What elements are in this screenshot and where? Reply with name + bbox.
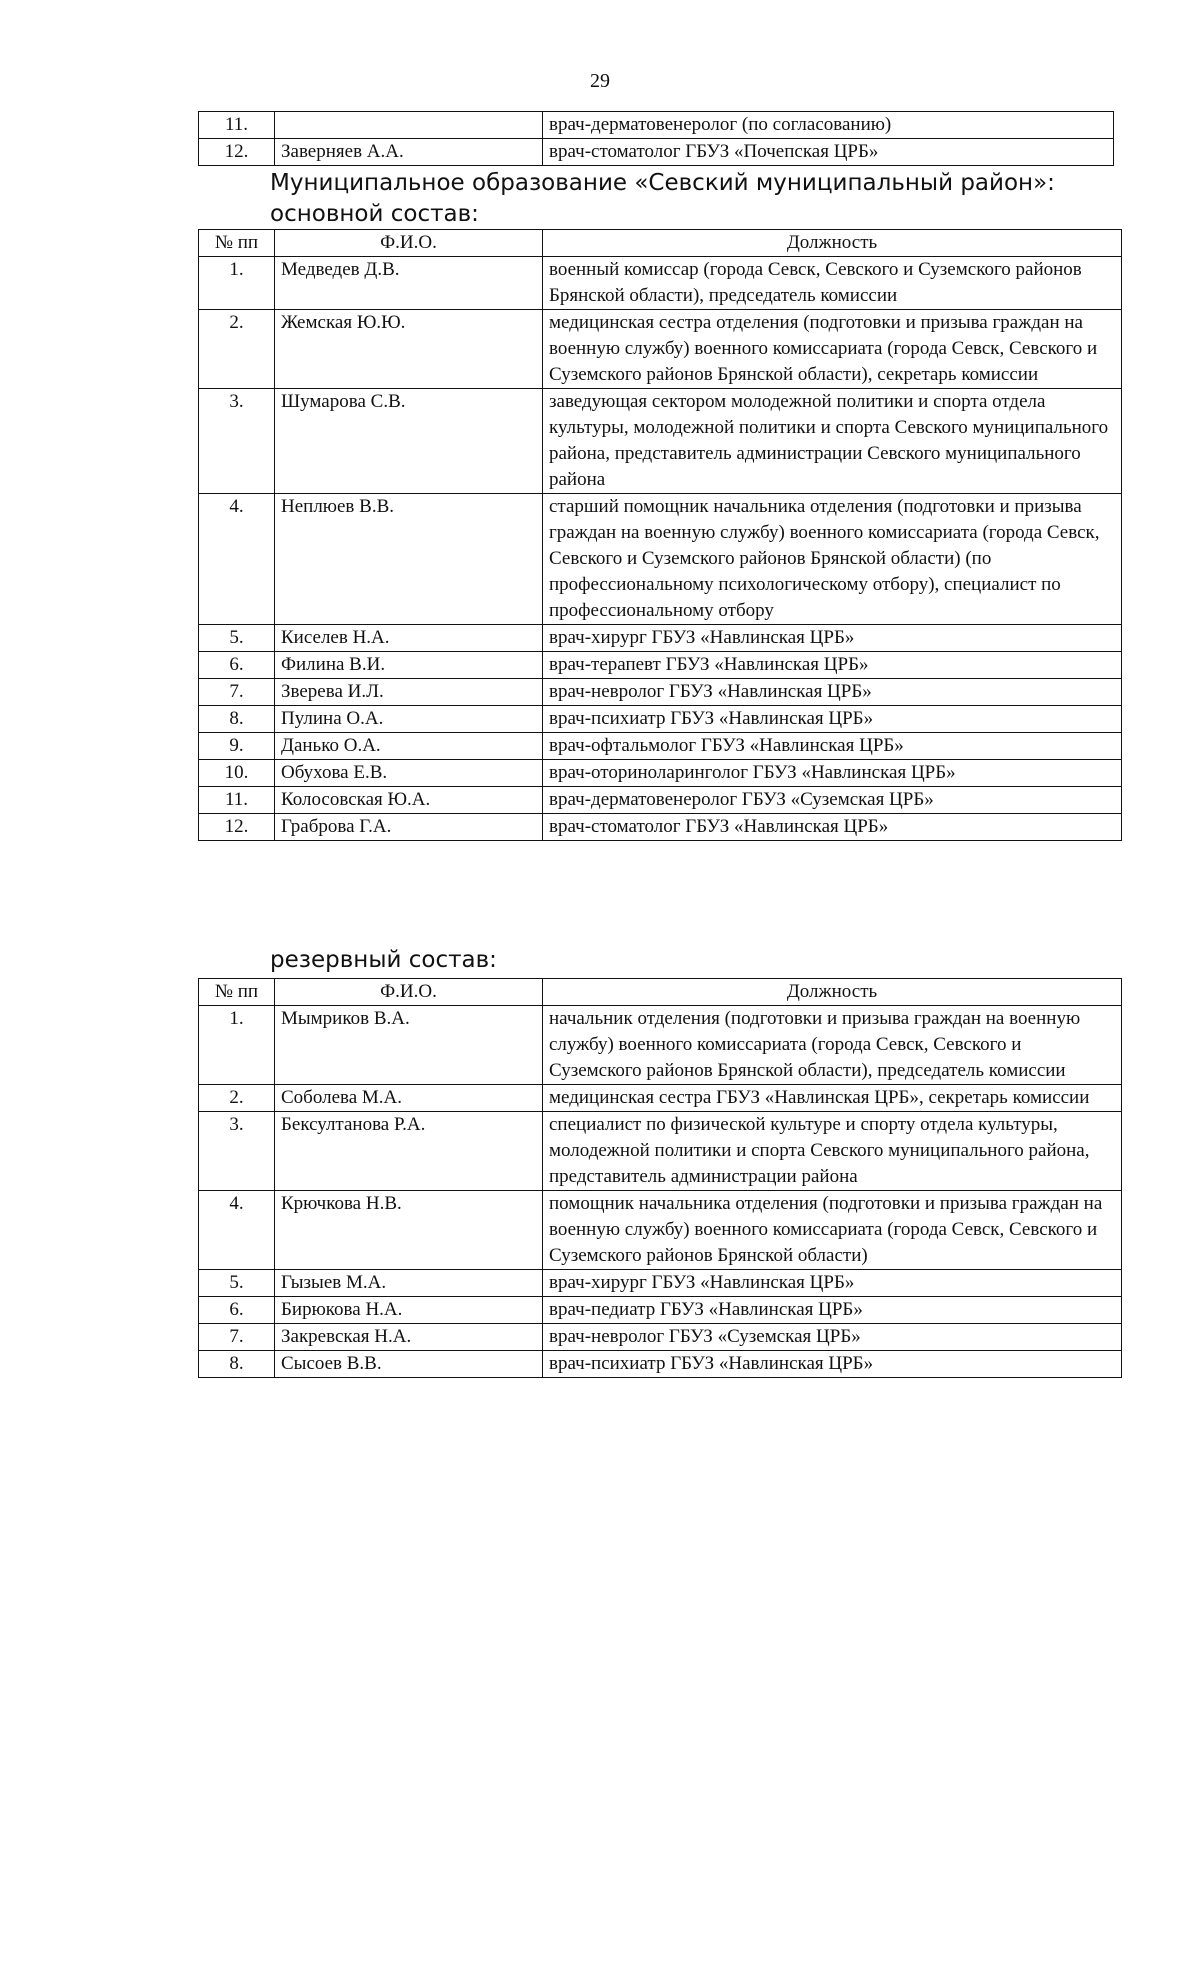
person-name: Обухова Е.В.	[275, 760, 543, 787]
row-number: 11.	[199, 787, 275, 814]
person-name: Зверева И.Л.	[275, 679, 543, 706]
reserve-staff-heading: резервный состав:	[270, 947, 497, 973]
person-position: врач-педиатр ГБУЗ «Навлинская ЦРБ»	[543, 1297, 1122, 1324]
row-number: 12.	[199, 139, 275, 166]
row-number: 8.	[199, 1351, 275, 1378]
row-number: 4.	[199, 494, 275, 625]
continued-table	[198, 111, 1114, 166]
table-row	[199, 760, 1122, 787]
table-row	[199, 139, 1114, 166]
person-name: Закревская Н.А.	[275, 1324, 543, 1351]
row-number: 12.	[199, 814, 275, 841]
row-number: 9.	[199, 733, 275, 760]
table-row	[199, 787, 1122, 814]
person-position: врач-невролог ГБУЗ «Навлинская ЦРБ»	[543, 679, 1122, 706]
person-position: помощник начальника отделения (подготовки и призыва граждан на военную службу) военного комиссариата (города Севск, Севского и Суземского районов Брянской области)	[543, 1191, 1122, 1270]
person-position: врач-дерматовенеролог ГБУЗ «Суземская ЦРБ»	[543, 787, 1122, 814]
page-number: 29	[590, 70, 610, 92]
municipality-heading: Муниципальное образование «Севский муниципальный район»:	[270, 170, 1055, 196]
person-name	[275, 112, 543, 139]
row-number: 10.	[199, 760, 275, 787]
reserve-staff-table	[198, 978, 1122, 1378]
person-name: Сысоев В.В.	[275, 1351, 543, 1378]
main-staff-table	[198, 229, 1122, 841]
row-number: 2.	[199, 310, 275, 389]
row-number: 3.	[199, 389, 275, 494]
table-row	[199, 257, 1122, 310]
person-name: Жемская Ю.Ю.	[275, 310, 543, 389]
row-number: 3.	[199, 1112, 275, 1191]
person-position: начальник отделения (подготовки и призыва граждан на военную службу) военного комиссариата (города Севск, Севского и Суземского районов Брянской области), председатель комиссии	[543, 1006, 1122, 1085]
row-number: 2.	[199, 1085, 275, 1112]
person-position: врач-оториноларинголог ГБУЗ «Навлинская ЦРБ»	[543, 760, 1122, 787]
person-name: Шумарова С.В.	[275, 389, 543, 494]
row-number: 5.	[199, 1270, 275, 1297]
person-name: Неплюев В.В.	[275, 494, 543, 625]
row-number: 5.	[199, 625, 275, 652]
table-row	[199, 1085, 1122, 1112]
person-position: специалист по физической культуре и спорту отдела культуры, молодежной политики и спорта Севского муниципального района, представитель администрации района	[543, 1112, 1122, 1191]
person-position: старший помощник начальника отделения (подготовки и призыва граждан на военную службу) военного комиссариата (города Севск, Севского и Суземского районов Брянской области) (по профессиональному психологическому отбору), специалист по профессиональному отбору	[543, 494, 1122, 625]
row-number: 7.	[199, 1324, 275, 1351]
table-row	[199, 679, 1122, 706]
person-name: Данько О.А.	[275, 733, 543, 760]
main-table-header-row	[199, 230, 1122, 257]
person-name: Колосовская Ю.А.	[275, 787, 543, 814]
person-name: Соболева М.А.	[275, 1085, 543, 1112]
row-number: 8.	[199, 706, 275, 733]
row-number: 1.	[199, 257, 275, 310]
reserve-table-body	[199, 1006, 1122, 1378]
person-name: Бексултанова Р.А.	[275, 1112, 543, 1191]
person-position: врач-психиатр ГБУЗ «Навлинская ЦРБ»	[543, 1351, 1122, 1378]
table-row	[199, 494, 1122, 625]
person-position: врач-хирург ГБУЗ «Навлинская ЦРБ»	[543, 1270, 1122, 1297]
table-row	[199, 310, 1122, 389]
table-row	[199, 733, 1122, 760]
table-row	[199, 1006, 1122, 1085]
row-number: 7.	[199, 679, 275, 706]
main-staff-heading: основной состав:	[270, 201, 479, 227]
main-table-body	[199, 257, 1122, 841]
person-position: врач-психиатр ГБУЗ «Навлинская ЦРБ»	[543, 706, 1122, 733]
person-name: Киселев Н.А.	[275, 625, 543, 652]
column-header-position: Должность	[543, 979, 1122, 1006]
row-number: 1.	[199, 1006, 275, 1085]
person-name: Мымриков В.А.	[275, 1006, 543, 1085]
table-row	[199, 814, 1122, 841]
column-header-name: Ф.И.О.	[275, 979, 543, 1006]
column-header-num: № пп	[199, 979, 275, 1006]
continued-table-body	[199, 112, 1114, 166]
table-row	[199, 1351, 1122, 1378]
table-row	[199, 1112, 1122, 1191]
row-number: 6.	[199, 1297, 275, 1324]
person-position: медицинская сестра ГБУЗ «Навлинская ЦРБ», секретарь комиссии	[543, 1085, 1122, 1112]
person-position: медицинская сестра отделения (подготовки и призыва граждан на военную службу) военного комиссариата (города Севск, Севского и Суземского районов Брянской области), секретарь комиссии	[543, 310, 1122, 389]
column-header-num: № пп	[199, 230, 275, 257]
row-number: 6.	[199, 652, 275, 679]
person-position: врач-стоматолог ГБУЗ «Навлинская ЦРБ»	[543, 814, 1122, 841]
table-row	[199, 652, 1122, 679]
person-position: врач-терапевт ГБУЗ «Навлинская ЦРБ»	[543, 652, 1122, 679]
table-row	[199, 625, 1122, 652]
person-name: Гызыев М.А.	[275, 1270, 543, 1297]
person-position: врач-стоматолог ГБУЗ «Почепская ЦРБ»	[543, 139, 1114, 166]
column-header-position: Должность	[543, 230, 1122, 257]
table-row	[199, 112, 1114, 139]
row-number: 11.	[199, 112, 275, 139]
table-row	[199, 706, 1122, 733]
person-name: Пулина О.А.	[275, 706, 543, 733]
row-number: 4.	[199, 1191, 275, 1270]
person-position: заведующая сектором молодежной политики и спорта отдела культуры, молодежной политики и спорта Севского муниципального района, представитель администрации Севского муниципального района	[543, 389, 1122, 494]
table-row	[199, 389, 1122, 494]
person-name: Бирюкова Н.А.	[275, 1297, 543, 1324]
column-header-name: Ф.И.О.	[275, 230, 543, 257]
person-name: Медведев Д.В.	[275, 257, 543, 310]
person-position: врач-офтальмолог ГБУЗ «Навлинская ЦРБ»	[543, 733, 1122, 760]
reserve-table-header-row	[199, 979, 1122, 1006]
person-name: Крючкова Н.В.	[275, 1191, 543, 1270]
table-row	[199, 1297, 1122, 1324]
person-position: врач-дерматовенеролог (по согласованию)	[543, 112, 1114, 139]
person-position: военный комиссар (города Севск, Севского и Суземского районов Брянской области), председатель комиссии	[543, 257, 1122, 310]
table-row	[199, 1191, 1122, 1270]
table-row	[199, 1324, 1122, 1351]
person-position: врач-невролог ГБУЗ «Суземская ЦРБ»	[543, 1324, 1122, 1351]
table-row	[199, 1270, 1122, 1297]
person-name: Заверняев А.А.	[275, 139, 543, 166]
person-position: врач-хирург ГБУЗ «Навлинская ЦРБ»	[543, 625, 1122, 652]
person-name: Граброва Г.А.	[275, 814, 543, 841]
person-name: Филина В.И.	[275, 652, 543, 679]
